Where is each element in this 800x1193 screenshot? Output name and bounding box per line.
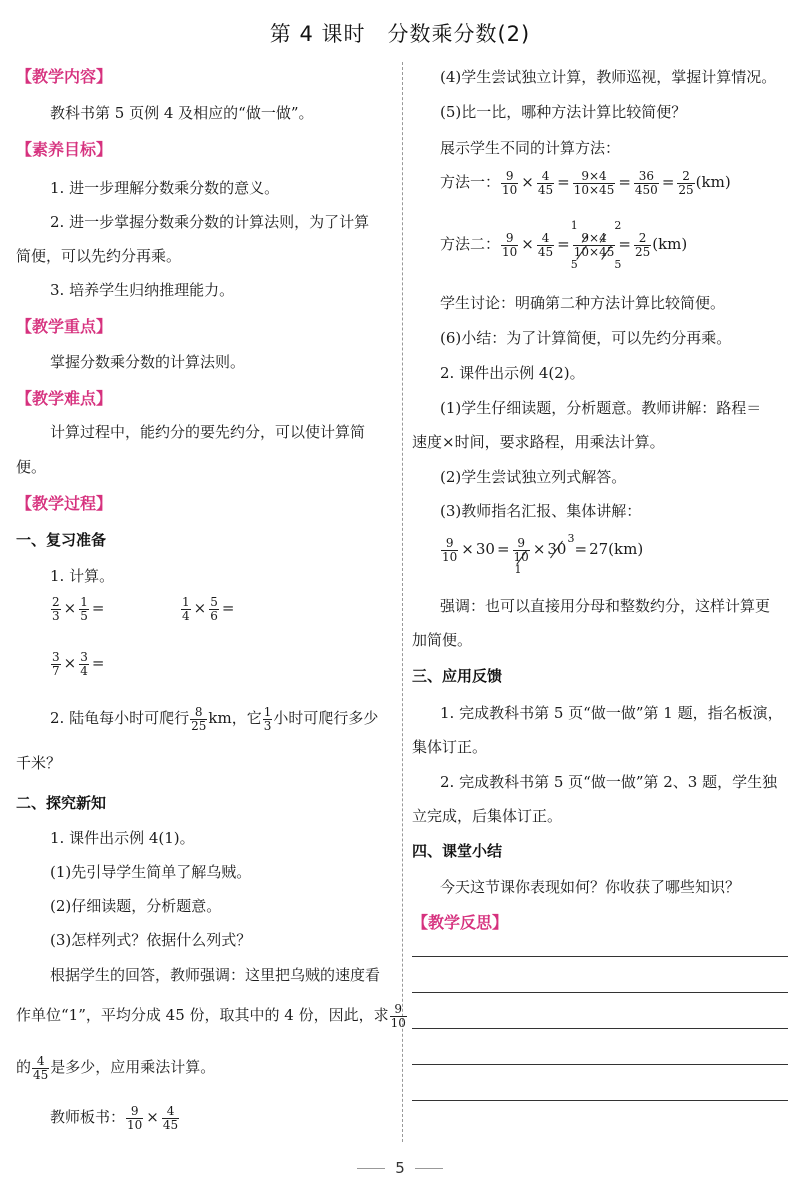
key-text: 掌握分数乘分数的计算法则。 bbox=[50, 353, 246, 371]
reflection-line bbox=[412, 1064, 788, 1065]
reflection-line bbox=[412, 956, 788, 957]
section-heading-key: 【教学重点】 bbox=[16, 317, 113, 336]
right-line: (1)学生仔细读题，分析题意。教师讲解：路程＝ bbox=[440, 399, 762, 417]
apply-line: 立完成，后集体订正。 bbox=[412, 807, 563, 825]
difficulty-text: 计算过程中，能约分的要先约分，可以使计算简 bbox=[50, 423, 366, 441]
explore-line: (2)仔细读题，分析题意。 bbox=[50, 897, 222, 915]
right-line: (5)比一比，哪种方法计算比较简便？ bbox=[440, 103, 687, 121]
exercise-b: $\frac{1}{4}$ × $\frac{5}{6}$ = bbox=[182, 595, 235, 623]
summary-heading: 四、课堂小结 bbox=[412, 842, 503, 860]
explore-line: (3)怎样列式？依据什么列式？ bbox=[50, 931, 252, 949]
explore-line: 的 $\frac{4}{45}$ 是多少，应用乘法计算。 bbox=[16, 1054, 216, 1082]
exercise-a: $\frac{2}{3}$ × $\frac{1}{5}$ = bbox=[52, 595, 105, 623]
review-item: 1. 计算。 bbox=[50, 567, 115, 585]
apply-line: 集体订正。 bbox=[412, 738, 488, 756]
explore-line: (1)先引导学生简单了解乌贼。 bbox=[50, 863, 252, 881]
goal-item: 1. 进一步理解分数乘分数的意义。 bbox=[50, 179, 280, 197]
method-one: 方法一： $\frac{9}{10}$ × $\frac{4}{45}$ = $\frac{9\times 4}{10\times 45}$ = $\frac{36}{450}$ = $\frac{2}{25}$ (km) bbox=[440, 169, 731, 197]
section-heading-goals: 【素养目标】 bbox=[16, 140, 113, 159]
right-line: 展示学生不同的计算方法： bbox=[440, 139, 621, 157]
right-line: (6)小结：为了计算简便，可以先约分再乘。 bbox=[440, 329, 732, 347]
page-title: 第 4 课时 分数乘分数(2) bbox=[269, 22, 531, 46]
example-two-calc: $\frac{9}{10}$ × 30 = 9 10 1 × 30 3 = 27(km) bbox=[442, 532, 644, 576]
difficulty-text: 便。 bbox=[16, 458, 47, 476]
board-writing: 教师板书： $\frac{9}{10}$ × $\frac{4}{45}$ bbox=[50, 1104, 179, 1132]
right-line: 加简便。 bbox=[412, 631, 473, 649]
section-heading-reflection: 【教学反思】 bbox=[412, 913, 509, 932]
explore-line: 1. 课件出示例 4(1)。 bbox=[50, 829, 195, 847]
right-line: (2)学生尝试独立列式解答。 bbox=[440, 468, 627, 486]
goal-item: 简便，可以先约分再乘。 bbox=[16, 247, 182, 265]
reflection-line bbox=[412, 1028, 788, 1029]
right-line: 强调：也可以直接用分母和整数约分，这样计算更 bbox=[440, 597, 771, 615]
exercise-c: $\frac{3}{7}$ × $\frac{3}{4}$ = bbox=[52, 650, 105, 678]
reflection-line bbox=[412, 992, 788, 993]
summary-line: 今天这节课你表现如何？你收获了哪些知识？ bbox=[440, 878, 741, 896]
section-heading-content: 【教学内容】 bbox=[16, 67, 113, 86]
right-line: 学生讨论：明确第二种方法计算比较简便。 bbox=[440, 294, 726, 312]
content-text: 教科书第 5 页例 4 及相应的“做一做”。 bbox=[50, 104, 314, 122]
review-heading: 一、复习准备 bbox=[16, 531, 107, 549]
right-line: 速度×时间，要求路程，用乘法计算。 bbox=[412, 433, 665, 451]
goal-item: 2. 进一步掌握分数乘分数的计算法则，为了计算 bbox=[50, 213, 370, 231]
explore-line: 根据学生的回答，教师强调：这里把乌贼的速度看 bbox=[50, 966, 381, 984]
reflection-line bbox=[412, 1100, 788, 1101]
word-problem: 2. 陆龟每小时可爬行 $\frac{8}{25}$ km，它 $\frac{1}{3}$ 小时可爬行多少 bbox=[50, 705, 379, 733]
apply-line: 2. 完成教科书第 5 页“做一做”第 2、3 题，学生独 bbox=[440, 773, 778, 791]
explore-line: 作单位“1”，平均分成 45 份，取其中的 4 份，因此，求 $\frac{9}{10}$ bbox=[16, 1002, 406, 1030]
section-heading-difficulty: 【教学难点】 bbox=[16, 389, 113, 408]
section-heading-process: 【教学过程】 bbox=[16, 494, 113, 513]
right-line: (4)学生尝试独立计算，教师巡视，掌握计算情况。 bbox=[440, 68, 777, 86]
apply-heading: 三、应用反馈 bbox=[412, 667, 503, 685]
right-line: 2. 课件出示例 4(2)。 bbox=[440, 364, 585, 382]
method-two: 方法二： $\frac{9}{10}$ × $\frac{4}{45}$ = 9×4 10×45 1 2 5 5 = $\frac{2}{25}$ (km) bbox=[440, 219, 688, 271]
page-number: 5 bbox=[395, 1159, 405, 1177]
word-problem-cont: 千米？ bbox=[16, 754, 62, 772]
apply-line: 1. 完成教科书第 5 页“做一做”第 1 题，指名板演， bbox=[440, 704, 783, 722]
page-footer bbox=[0, 1159, 800, 1177]
right-line: (3)教师指名汇报、集体讲解： bbox=[440, 502, 642, 520]
column-divider bbox=[402, 62, 403, 1142]
explore-heading: 二、探究新知 bbox=[16, 794, 107, 812]
goal-item: 3. 培养学生归纳推理能力。 bbox=[50, 281, 235, 299]
